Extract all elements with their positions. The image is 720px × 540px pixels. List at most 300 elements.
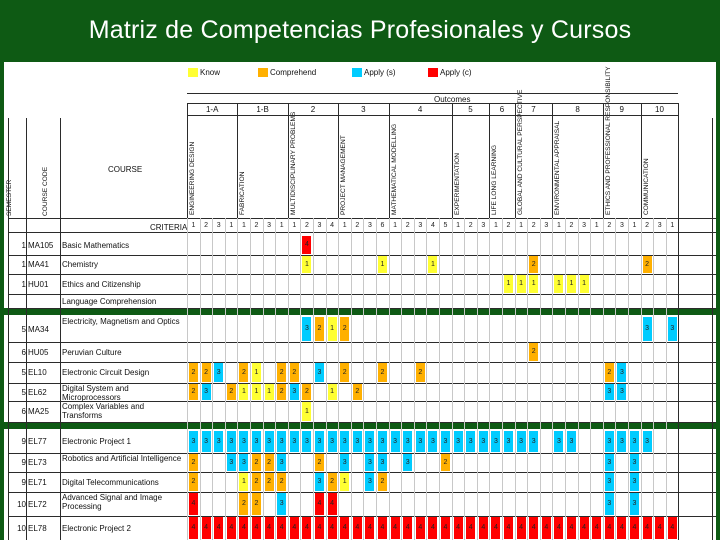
- competency-cell: 2: [189, 454, 198, 471]
- competency-cell: 2: [239, 363, 248, 382]
- competency-cell: 1: [554, 275, 563, 293]
- competency-cell: 3: [353, 431, 362, 452]
- outcome-name-text: PROJECT MANAGEMENT: [340, 135, 348, 215]
- competency-cell: 4: [617, 517, 626, 539]
- competency-cell: 3: [302, 317, 311, 341]
- criteria-label: CRITERIA: [150, 223, 188, 232]
- grid-line-thin: [200, 218, 201, 540]
- competency-cell: 4: [517, 517, 526, 539]
- criteria-value: 1: [279, 222, 284, 229]
- outcome-number: 6: [499, 105, 505, 114]
- competency-cell: 4: [630, 517, 639, 539]
- grid-line-thin: [275, 218, 276, 540]
- criteria-value: 3: [582, 222, 587, 229]
- criteria-value: 3: [418, 222, 423, 229]
- competency-cell: 3: [365, 431, 374, 452]
- course-code-cell: EL71: [28, 477, 47, 487]
- outcome-name-text: FABRICATION: [239, 171, 247, 215]
- criteria-value: 4: [430, 222, 435, 229]
- competency-cell: 3: [529, 431, 538, 452]
- competency-cell: 3: [214, 363, 223, 382]
- semester-cell: 9: [21, 458, 26, 467]
- grid-line: [8, 218, 716, 219]
- competency-cell: 3: [630, 431, 639, 452]
- grid-line: [8, 255, 716, 256]
- competency-cell: 4: [441, 517, 450, 539]
- outcome-name-text: LIFE LONG LEARNING: [491, 145, 499, 215]
- grid-line: [8, 401, 716, 402]
- legend-item: [188, 68, 220, 78]
- course-code-cell: EL78: [28, 523, 47, 533]
- header-course-code: [44, 120, 56, 216]
- competency-cell: 1: [580, 275, 589, 293]
- grid-line: [8, 342, 716, 343]
- competency-cell: 3: [403, 431, 412, 452]
- grid-line-thin: [187, 218, 188, 540]
- grid-line: [8, 383, 716, 384]
- course-name-cell: Robotics and Artificial Intelligence: [62, 454, 182, 463]
- competency-cell: 3: [277, 431, 286, 452]
- outcome-number: 1-B: [256, 105, 269, 114]
- competency-cell: 2: [378, 473, 387, 491]
- grid-line: [678, 103, 679, 540]
- legend-item: [428, 68, 472, 78]
- competency-cell: 2: [202, 363, 211, 382]
- legend-swatch: [428, 68, 438, 77]
- legend-label: Comprehend: [270, 68, 317, 77]
- criteria-value: 1: [292, 222, 297, 229]
- competency-cell: 3: [277, 454, 286, 471]
- criteria-value: 3: [216, 222, 221, 229]
- legend-swatch: [188, 68, 198, 77]
- course-code-cell: EL62: [28, 387, 47, 397]
- grid-line-thin: [565, 218, 566, 540]
- outcome-name: [289, 111, 304, 215]
- competency-cell: 3: [605, 431, 614, 452]
- grid-line-thin: [527, 218, 528, 540]
- semester-cell: 10: [17, 499, 26, 509]
- course-code-cell: EL72: [28, 499, 47, 509]
- grid-line-thin: [439, 218, 440, 540]
- course-name-cell: Digital Telecommunications: [62, 477, 159, 487]
- competency-cell: 4: [328, 493, 337, 515]
- competency-cell: 3: [265, 431, 274, 452]
- criteria-value: 2: [468, 222, 473, 229]
- competency-cell: 2: [605, 363, 614, 382]
- criteria-value: 2: [569, 222, 574, 229]
- section-divider: [4, 308, 716, 315]
- semester-cell: 9: [21, 477, 26, 487]
- grid-line-thin: [515, 218, 516, 540]
- criteria-value: 2: [204, 222, 209, 229]
- legend-item: [258, 68, 316, 78]
- outcome-number: 4: [417, 105, 423, 114]
- competency-cell: 4: [328, 517, 337, 539]
- competency-cell: 1: [252, 384, 261, 400]
- grid-line-thin: [641, 218, 642, 540]
- grid-line-thin: [263, 218, 264, 540]
- competency-cell: 3: [441, 431, 450, 452]
- course-name-cell: Electronic Project 1: [62, 437, 131, 446]
- competency-cell: 1: [529, 275, 538, 293]
- course-name-cell: Electronic Circuit Design: [62, 368, 150, 377]
- outcome-name-text: GLOBAL AND CULTURAL PERSPECTIVE: [516, 89, 524, 215]
- grid-line-thin: [300, 218, 301, 540]
- competency-cell: 1: [302, 256, 311, 273]
- grid-line-thin: [212, 218, 213, 540]
- competency-cell: 1: [239, 384, 248, 400]
- competency-cell: 3: [567, 431, 576, 452]
- course-code-cell: EL10: [28, 368, 47, 377]
- criteria-value: 1: [556, 222, 561, 229]
- competency-cell: 4: [353, 517, 362, 539]
- competency-cell: 4: [252, 517, 261, 539]
- criteria-value: 1: [519, 222, 524, 229]
- grid-line: [8, 422, 716, 423]
- competency-cell: 4: [466, 517, 475, 539]
- grid-line: [26, 118, 27, 540]
- header-course: COURSE: [108, 165, 143, 174]
- semester-cell: 9: [21, 437, 26, 446]
- competency-cell: 4: [315, 517, 324, 539]
- grid-line-thin: [338, 218, 339, 540]
- competency-cell: 2: [277, 363, 286, 382]
- grid-line-thin: [376, 218, 377, 540]
- grid-line-thin: [351, 218, 352, 540]
- grid-line-thin: [452, 218, 453, 540]
- criteria-value: 1: [191, 222, 196, 229]
- course-code-cell: EL73: [28, 458, 47, 467]
- outcome-number: 8: [575, 105, 580, 114]
- outcome-name: [493, 129, 505, 215]
- course-name-cell: Language Comprehension: [62, 296, 157, 306]
- outcome-name-text: MATHEMATICAL MODELLING: [390, 123, 398, 215]
- competency-cell: 2: [315, 317, 324, 341]
- competency-cell: 1: [340, 473, 349, 491]
- semester-cell: 6: [21, 347, 26, 357]
- course-name-cell: Advanced Signal and Image Processing: [62, 493, 163, 511]
- section-divider: [4, 422, 716, 429]
- outcome-name: [554, 120, 568, 215]
- criteria-value: 6: [380, 222, 385, 229]
- grid-line-thin: [401, 218, 402, 540]
- competency-cell: 3: [605, 384, 614, 400]
- competency-cell: 3: [214, 431, 223, 452]
- grid-line-thin: [502, 218, 503, 540]
- competency-cell: 2: [416, 363, 425, 382]
- competency-cell: 4: [529, 517, 538, 539]
- criteria-value: 1: [229, 222, 234, 229]
- competency-cell: 2: [441, 454, 450, 471]
- competency-cell: 4: [239, 517, 248, 539]
- competency-cell: [643, 295, 652, 307]
- criteria-value: 2: [304, 222, 309, 229]
- grid-line-thin: [666, 218, 667, 540]
- grid-line: [187, 103, 678, 104]
- competency-cell: 4: [391, 517, 400, 539]
- outcome-name-text: COMMUNICATION: [642, 158, 650, 215]
- grid-line-thin: [590, 218, 591, 540]
- header-text: COURSE CODE: [42, 166, 49, 216]
- competency-cell: 1: [239, 473, 248, 491]
- outcomes-header: Outcomes: [434, 95, 471, 104]
- competency-cell: 3: [605, 473, 614, 491]
- competency-cell: 3: [277, 493, 286, 515]
- outcome-name: [191, 129, 203, 215]
- competency-cell: 3: [403, 454, 412, 471]
- grid-line-thin: [326, 218, 327, 540]
- competency-cell: 3: [302, 431, 311, 452]
- outcome-name-text: EXPERIMENTATION: [453, 152, 461, 215]
- competency-cell: 3: [454, 431, 463, 452]
- competency-cell: 1: [328, 317, 337, 341]
- competency-cell: 3: [340, 431, 349, 452]
- course-name-cell: Peruvian Culture: [62, 347, 122, 357]
- grid-line: [8, 308, 716, 309]
- competency-cell: 4: [504, 517, 513, 539]
- outcome-number: 2: [310, 105, 316, 114]
- competency-cell: 2: [189, 473, 198, 491]
- competency-cell: 1: [265, 384, 274, 400]
- competency-cell: 4: [214, 517, 223, 539]
- semester-cell: 5: [21, 387, 26, 397]
- grid-line: [712, 118, 713, 540]
- semester-cell: 1: [21, 279, 26, 289]
- competency-cell: 4: [315, 493, 324, 515]
- competency-cell: 2: [277, 473, 286, 491]
- competency-cell: 3: [315, 431, 324, 452]
- competency-cell: 2: [227, 384, 236, 400]
- outcome-name-text: ETHICS AND PROFESSIONAL RESPONSIBILITY: [604, 66, 612, 215]
- course-name-cell: Electricity, Magnetism and Optics: [62, 317, 180, 326]
- outcome-name-text: ENGINEERING DESIGN: [189, 141, 196, 215]
- competency-cell: 4: [340, 517, 349, 539]
- legend-swatch: [258, 68, 268, 77]
- outcome-number: 7: [531, 105, 536, 114]
- competency-cell: 3: [605, 454, 614, 471]
- competency-cell: 4: [491, 517, 500, 539]
- competency-cell: 4: [189, 493, 198, 515]
- outcome-number: 1-A: [205, 105, 219, 114]
- course-name-cell: Chemistry: [62, 260, 99, 269]
- grid-line: [60, 118, 61, 540]
- competency-cell: 3: [617, 384, 626, 400]
- competency-cell: 3: [643, 431, 652, 452]
- competency-cell: 4: [554, 517, 563, 539]
- grid-line-thin: [288, 218, 289, 540]
- outcome-name: [642, 129, 657, 215]
- competency-cell: 2: [340, 363, 349, 382]
- competency-cell: 1: [328, 384, 337, 400]
- legend-swatch: [352, 68, 362, 77]
- criteria-value: 2: [645, 222, 650, 229]
- grid-line: [8, 516, 716, 517]
- grid-line-thin: [653, 218, 654, 540]
- criteria-value: 3: [481, 222, 486, 229]
- competency-cell: 4: [416, 517, 425, 539]
- competency-cell: 3: [290, 431, 299, 452]
- grid-line-thin: [389, 218, 390, 540]
- grid-line: [8, 362, 716, 363]
- criteria-value: 1: [493, 222, 498, 229]
- competency-cell: 4: [592, 517, 601, 539]
- grid-line-thin: [250, 218, 251, 540]
- grid-line: [187, 93, 678, 94]
- competency-cell: 3: [517, 431, 526, 452]
- competency-cell: 2: [189, 384, 198, 400]
- course-code-cell: MA105: [28, 240, 54, 250]
- competency-cell: 4: [428, 517, 437, 539]
- criteria-value: 1: [393, 222, 398, 229]
- competency-cell: 4: [189, 517, 198, 539]
- competency-cell: 2: [277, 384, 286, 400]
- criteria-value: 1: [456, 222, 461, 229]
- competency-cell: 3: [466, 431, 475, 452]
- criteria-value: 3: [657, 222, 662, 229]
- competency-cell: 1: [378, 256, 387, 273]
- competency-cell: 2: [328, 473, 337, 491]
- competency-cell: 2: [529, 256, 538, 273]
- competency-cell: 4: [265, 517, 274, 539]
- competency-cell: 1: [252, 363, 261, 382]
- competency-cell: 3: [554, 431, 563, 452]
- course-code-cell: HU01: [28, 279, 49, 289]
- competency-cell: 3: [643, 317, 652, 341]
- competency-cell: 3: [630, 493, 639, 515]
- competency-matrix: [4, 62, 716, 540]
- criteria-value: 1: [670, 222, 675, 229]
- grid-line-thin: [615, 218, 616, 540]
- grid-line-thin: [477, 218, 478, 540]
- semester-cell: 5: [21, 368, 26, 377]
- competency-cell: 2: [265, 473, 274, 491]
- competency-cell: 4: [302, 236, 311, 254]
- grid-line: [8, 294, 716, 295]
- competency-cell: 4: [403, 517, 412, 539]
- competency-cell: 3: [630, 473, 639, 491]
- competency-cell: 4: [378, 517, 387, 539]
- criteria-value: 3: [317, 222, 322, 229]
- semester-cell: 5: [21, 324, 26, 334]
- header-text: SEMESTER: [6, 179, 13, 216]
- grid-line-thin: [540, 218, 541, 540]
- competency-cell: 2: [252, 454, 261, 471]
- course-code-cell: EL77: [28, 437, 47, 446]
- competency-cell: 2: [265, 454, 274, 471]
- competency-cell: 2: [378, 363, 387, 382]
- competency-cell: 1: [428, 256, 437, 273]
- competency-cell: 4: [454, 517, 463, 539]
- grid-line-thin: [552, 218, 553, 540]
- competency-cell: 3: [391, 431, 400, 452]
- competency-cell: 3: [617, 363, 626, 382]
- semester-cell: 1: [21, 240, 26, 250]
- competency-cell: 4: [605, 517, 614, 539]
- competency-cell: 3: [252, 431, 261, 452]
- competency-cell: 3: [202, 384, 211, 400]
- competency-cell: 2: [315, 454, 324, 471]
- competency-cell: [617, 295, 626, 307]
- legend-item: [352, 68, 396, 78]
- criteria-value: 3: [544, 222, 549, 229]
- grid-line-thin: [313, 218, 314, 540]
- grid-line-thin: [489, 218, 490, 540]
- outcome-number: 3: [361, 105, 366, 114]
- competency-cell: 3: [202, 431, 211, 452]
- criteria-value: 3: [267, 222, 272, 229]
- course-code-cell: MA25: [28, 407, 49, 416]
- legend-label: Know: [200, 68, 221, 77]
- competency-cell: 4: [655, 517, 664, 539]
- competency-cell: 3: [491, 431, 500, 452]
- competency-cell: 3: [227, 454, 236, 471]
- grid-line: [8, 453, 716, 454]
- semester-cell: 1: [21, 260, 26, 269]
- course-name-cell: Electronic Project 2: [62, 523, 131, 533]
- criteria-value: 1: [594, 222, 599, 229]
- grid-line-thin: [363, 218, 364, 540]
- outcome-name: [604, 66, 619, 215]
- criteria-value: 3: [619, 222, 624, 229]
- criteria-value: 2: [254, 222, 259, 229]
- competency-cell: 3: [239, 431, 248, 452]
- grid-line: [8, 472, 716, 473]
- criteria-value: 2: [531, 222, 536, 229]
- course-code-cell: HU05: [28, 347, 49, 357]
- competency-cell: 3: [378, 454, 387, 471]
- competency-cell: 4: [479, 517, 488, 539]
- outcome-number: 10: [655, 105, 664, 114]
- grid-line-thin: [464, 218, 465, 540]
- outcome-name: [241, 129, 253, 215]
- competency-cell: 3: [428, 431, 437, 452]
- competency-cell: 2: [189, 363, 198, 382]
- competency-cell: 3: [365, 473, 374, 491]
- legend-label: Apply (c): [440, 68, 472, 77]
- competency-cell: 3: [328, 431, 337, 452]
- grid-line: [8, 274, 716, 275]
- competency-cell: 4: [277, 517, 286, 539]
- competency-cell: 2: [302, 384, 311, 400]
- course-code-cell: MA41: [28, 260, 49, 269]
- competency-cell: 3: [290, 384, 299, 400]
- grid-line-thin: [578, 218, 579, 540]
- outcome-name-text: MULTIDISCIPLINARY PROBLEMS: [289, 111, 297, 215]
- grid-line-thin: [237, 218, 238, 540]
- course-name-cell: Basic Mathematics: [62, 240, 130, 250]
- competency-cell: 1: [567, 275, 576, 293]
- criteria-value: 5: [443, 222, 448, 229]
- competency-cell: 4: [227, 517, 236, 539]
- competency-cell: 3: [239, 454, 248, 471]
- competency-cell: 4: [290, 517, 299, 539]
- course-name-cell: Ethics and Citizenship: [62, 279, 141, 289]
- legend-label: Apply (s): [364, 68, 396, 77]
- grid-line-thin: [225, 218, 226, 540]
- competency-cell: 3: [315, 473, 324, 491]
- outcome-number: 9: [619, 105, 624, 114]
- competency-cell: 4: [542, 517, 551, 539]
- semester-cell: 10: [17, 523, 26, 533]
- competency-cell: 3: [227, 431, 236, 452]
- competency-cell: 3: [189, 431, 198, 452]
- course-name-cell: Complex Variables and Transforms: [62, 402, 145, 420]
- competency-cell: 3: [378, 431, 387, 452]
- competency-cell: 3: [479, 431, 488, 452]
- competency-cell: 4: [668, 517, 677, 539]
- competency-cell: 4: [365, 517, 374, 539]
- criteria-value: 4: [330, 222, 335, 229]
